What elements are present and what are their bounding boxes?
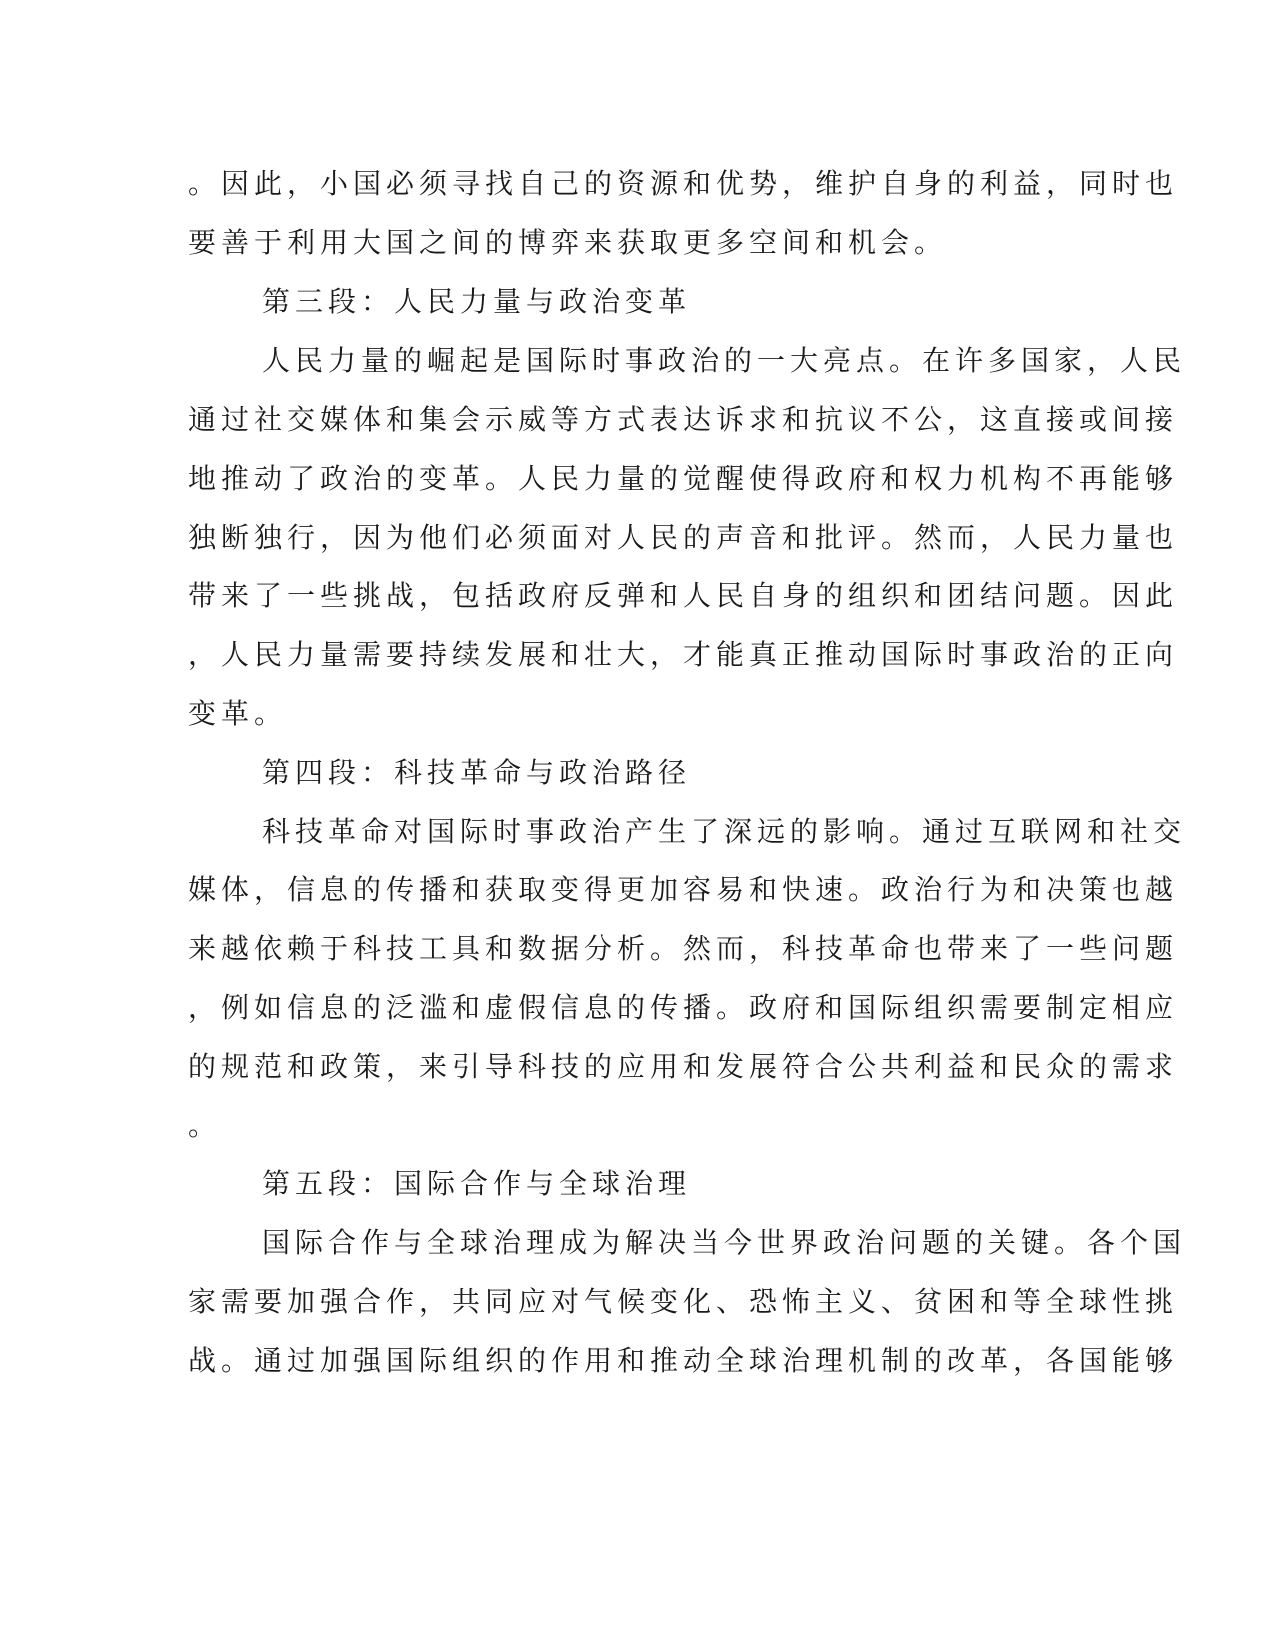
body-line: ，人民力量需要持续发展和壮大，才能真正推动国际时事政治的正向: [188, 638, 1179, 671]
body-line: 来越依赖于科技工具和数据分析。然而，科技革命也带来了一些问题: [188, 932, 1179, 965]
body-line: ，例如信息的泛滥和虚假信息的传播。政府和国际组织需要制定相应: [188, 991, 1179, 1024]
body-line: 带来了一些挑战，包括政府反弹和人民自身的组织和团结问题。因此: [188, 579, 1179, 612]
section-heading: 第四段：科技革命与政治路径: [262, 756, 692, 789]
body-line: 家需要加强合作，共同应对气候变化、恐怖主义、贫困和等全球性挑: [188, 1285, 1179, 1318]
body-line: 独断独行，因为他们必须面对人民的声音和批评。然而，人民力量也: [188, 521, 1179, 554]
body-line: 媒体，信息的传播和获取变得更加容易和快速。政治行为和决策也越: [188, 873, 1179, 906]
section-heading: 第五段：国际合作与全球治理: [262, 1167, 692, 1200]
body-line: 。因此，小国必须寻找自己的资源和优势，维护自身的利益，同时也: [188, 167, 1179, 200]
body-line: 的规范和政策，来引导科技的应用和发展符合公共利益和民众的需求: [188, 1050, 1179, 1083]
body-line: 人民力量的崛起是国际时事政治的一大亮点。在许多国家，人民: [262, 344, 1187, 377]
body-line: 战。通过加强国际组织的作用和推动全球治理机制的改革，各国能够: [188, 1344, 1179, 1377]
body-line: 变革。: [188, 697, 288, 730]
body-line: 。: [188, 1109, 222, 1142]
body-line: 国际合作与全球治理成为解决当今世界政治问题的关键。各个国: [262, 1226, 1187, 1259]
section-heading: 第三段：人民力量与政治变革: [262, 285, 692, 318]
body-line: 科技革命对国际时事政治产生了深远的影响。通过互联网和社交: [262, 815, 1187, 848]
body-line: 要善于利用大国之间的博弈来获取更多空间和机会。: [188, 226, 948, 259]
body-line: 通过社交媒体和集会示威等方式表达诉求和抗议不公，这直接或间接: [188, 403, 1179, 436]
body-line: 地推动了政治的变革。人民力量的觉醒使得政府和权力机构不再能够: [188, 462, 1179, 495]
